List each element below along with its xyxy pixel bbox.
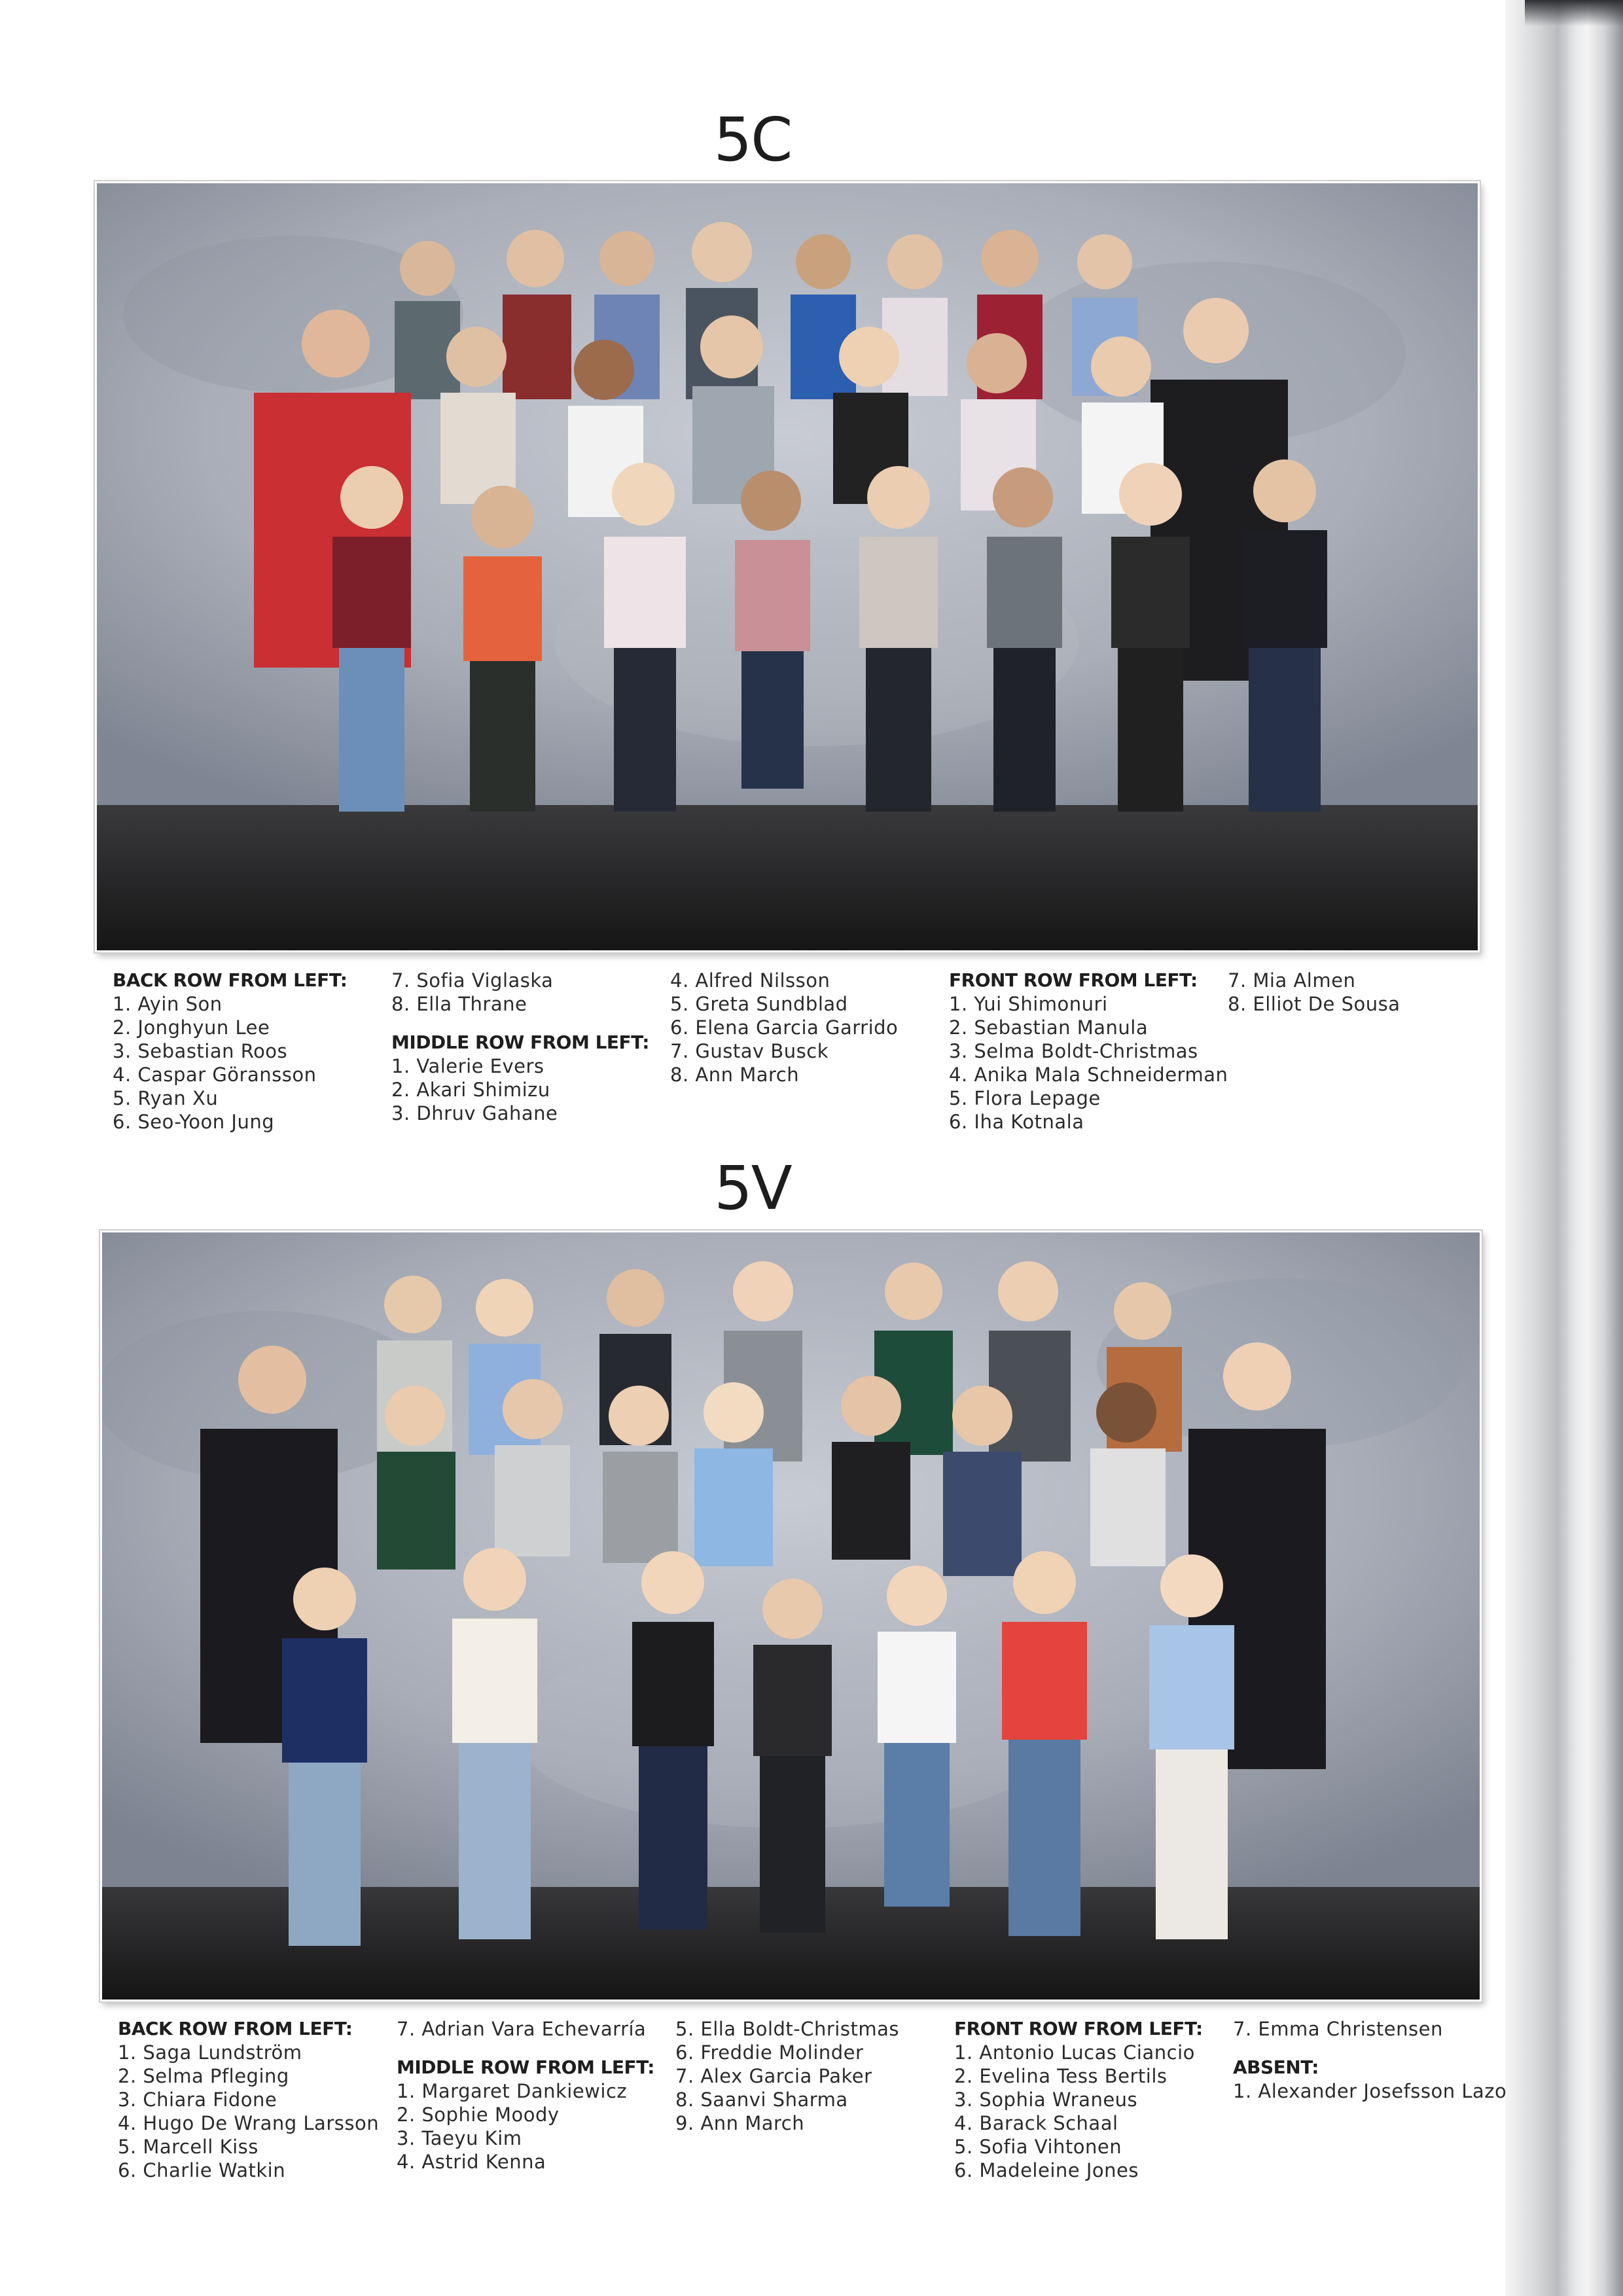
student-name: 7. Adrian Vara Echevarría: [397, 2018, 647, 2040]
student-name: 3. Dhruv Gahane: [391, 1102, 558, 1124]
names-col-3: [670, 969, 945, 1102]
student-name: 2. Selma Pfleging: [118, 2065, 289, 2087]
student-name: 4. Astrid Kenna: [397, 2151, 546, 2173]
names-col-2: [397, 2017, 671, 2189]
student-name: 8. Ella Thrane: [391, 993, 527, 1015]
name-group: [118, 2017, 393, 2182]
student-name: 6. Charlie Watkin: [118, 2159, 286, 2181]
class-names-5c: [113, 969, 1520, 1139]
student-name: 2. Akari Shimizu: [391, 1079, 550, 1101]
names-col-1: [113, 969, 387, 1149]
names-col-4: [949, 969, 1228, 1149]
student-name: 6. Seo-Yoon Jung: [113, 1111, 275, 1133]
class-names-5v: [118, 2017, 1525, 2187]
student-name: 2. Sebastian Manula: [949, 1016, 1149, 1039]
book-gutter: [1505, 0, 1623, 2296]
name-group: [954, 2017, 1229, 2182]
row-heading: ABSENT:: [1233, 2056, 1319, 2078]
student-name: 2. Evelina Tess Bertils: [954, 2065, 1168, 2087]
name-group: [675, 2017, 950, 2135]
student-name: 1. Saga Lundström: [118, 2041, 302, 2064]
student-name: 4. Hugo De Wrang Larsson: [118, 2112, 380, 2134]
name-group: [397, 2017, 671, 2041]
row-heading: FRONT ROW FROM LEFT:: [949, 969, 1198, 991]
student-name: 4. Barack Schaal: [954, 2112, 1118, 2134]
student-name: 6. Freddie Molinder: [675, 2041, 864, 2064]
name-group: [949, 969, 1228, 1134]
name-group: [670, 969, 945, 1086]
student-name: 4. Alfred Nilsson: [670, 969, 830, 992]
name-group: [1228, 969, 1503, 1016]
student-name: 6. Madeleine Jones: [954, 2159, 1139, 2181]
student-name: 7. Sofia Viglaska: [391, 969, 554, 992]
names-col-3: [675, 2017, 950, 2150]
names-col-1: [118, 2017, 393, 2197]
student-name: 6. Iha Kotnala: [949, 1111, 1084, 1133]
student-name: 1. Valerie Evers: [391, 1055, 544, 1077]
name-group: [391, 969, 666, 1016]
student-name: 8. Ann March: [670, 1064, 800, 1086]
name-group: [1233, 2056, 1508, 2103]
class-photo-5c: [95, 181, 1480, 952]
student-name: 8. Elliot De Sousa: [1228, 993, 1400, 1015]
student-name: 1. Ayin Son: [113, 993, 223, 1015]
student-name: 5. Sofia Vihtonen: [954, 2136, 1122, 2158]
names-col-5: [1228, 969, 1503, 1031]
student-name: 9. Ann March: [675, 2112, 805, 2134]
row-heading: BACK ROW FROM LEFT:: [113, 969, 348, 991]
names-col-5: [1233, 2017, 1508, 2118]
student-name: 5. Greta Sundblad: [670, 993, 848, 1015]
name-group: [1233, 2017, 1508, 2041]
name-group: [113, 969, 387, 1134]
names-col-4: [954, 2017, 1229, 2197]
row-heading: MIDDLE ROW FROM LEFT:: [391, 1031, 649, 1053]
student-name: 3. Sebastian Roos: [113, 1040, 288, 1062]
student-name: 3. Selma Boldt-Christmas: [949, 1040, 1198, 1062]
names-col-2: [391, 969, 666, 1140]
book-edge-shadow: [1525, 0, 1623, 26]
student-name: 5. Ella Boldt-Christmas: [675, 2018, 899, 2040]
class-title-5v: 5V: [714, 1153, 791, 1223]
student-name: 7. Mia Almen: [1228, 969, 1356, 992]
student-name: 2. Sophie Moody: [397, 2104, 560, 2126]
student-name: 3. Taeyu Kim: [397, 2127, 522, 2149]
name-group: [397, 2056, 671, 2174]
row-heading: MIDDLE ROW FROM LEFT:: [397, 2056, 654, 2078]
student-name: 3. Chiara Fidone: [118, 2089, 277, 2111]
student-name: 5. Ryan Xu: [113, 1087, 219, 1109]
class-photo-5c-image: [97, 183, 1478, 950]
student-name: 7. Emma Christensen: [1233, 2018, 1443, 2040]
class-photo-5v-image: [102, 1232, 1480, 2000]
student-name: 3. Sophia Wraneus: [954, 2089, 1138, 2111]
student-name: 4. Caspar Göransson: [113, 1064, 317, 1086]
student-name: 5. Flora Lepage: [949, 1087, 1101, 1109]
student-name: 1. Antonio Lucas Ciancio: [954, 2041, 1195, 2064]
student-name: 8. Saanvi Sharma: [675, 2089, 848, 2111]
student-name: 4. Anika Mala Schneiderman: [949, 1064, 1228, 1086]
class-photo-5v: [100, 1230, 1482, 2001]
student-name: 2. Jonghyun Lee: [113, 1016, 270, 1039]
row-heading: BACK ROW FROM LEFT:: [118, 2018, 353, 2039]
class-title-5c: 5C: [713, 105, 792, 175]
name-group: [391, 1031, 666, 1125]
student-name: 1. Margaret Dankiewicz: [397, 2080, 628, 2102]
row-heading: FRONT ROW FROM LEFT:: [954, 2018, 1203, 2039]
student-name: 6. Elena Garcia Garrido: [670, 1016, 899, 1039]
student-name: 7. Gustav Busck: [670, 1040, 829, 1062]
student-name: 5. Marcell Kiss: [118, 2136, 259, 2158]
student-name: 7. Alex Garcia Paker: [675, 2065, 872, 2087]
student-name: 1. Yui Shimonuri: [949, 993, 1108, 1015]
student-name: 1. Alexander Josefsson Lazo: [1233, 2080, 1507, 2102]
